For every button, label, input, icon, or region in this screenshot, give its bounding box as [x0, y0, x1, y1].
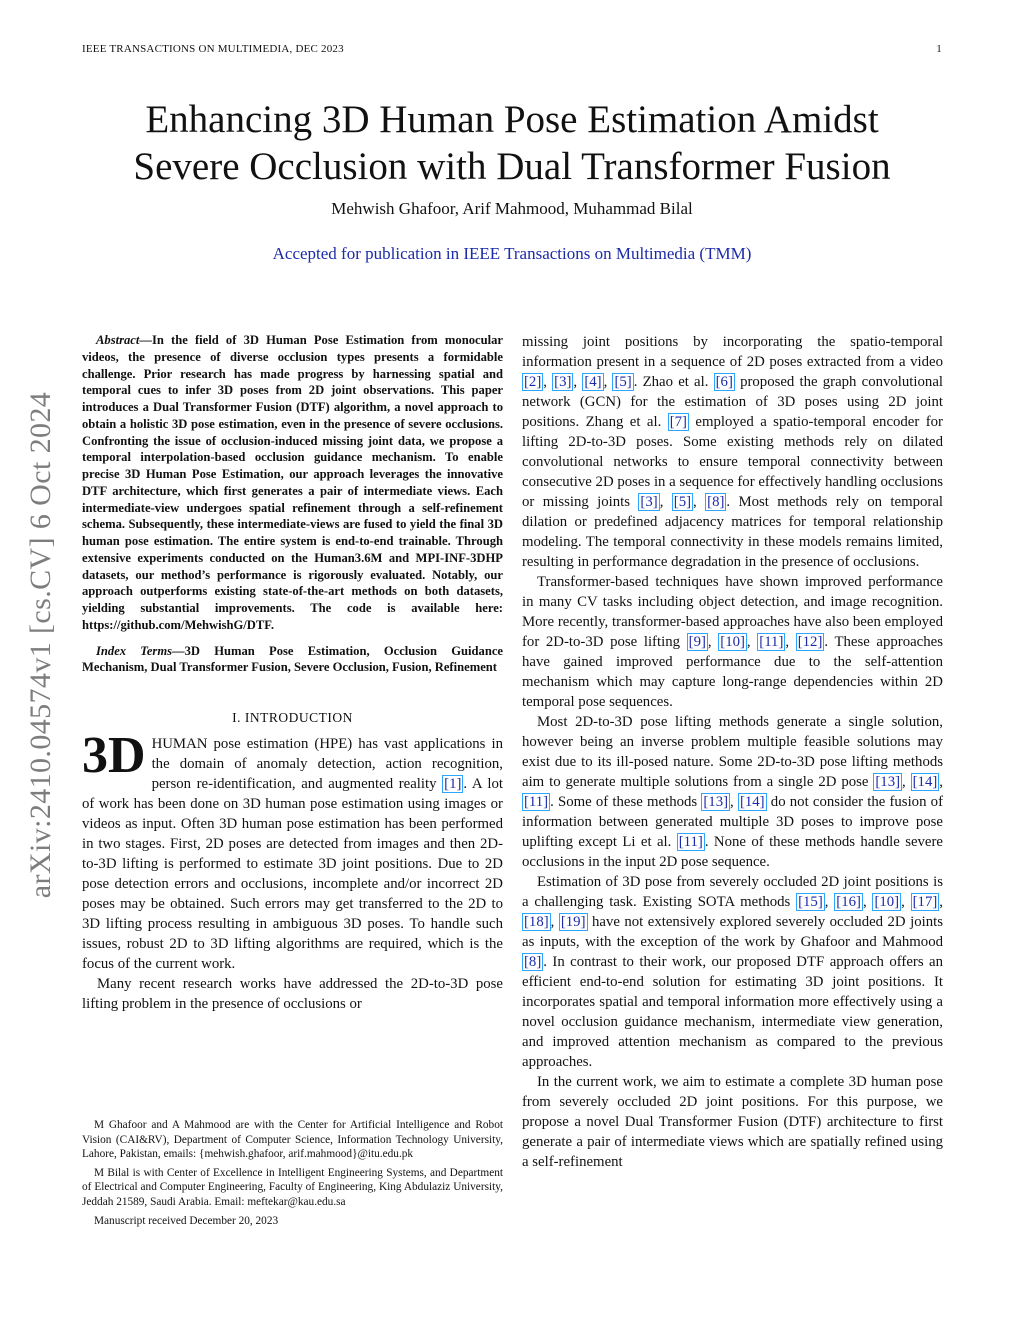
- running-head: [82, 43, 942, 57]
- journal-name: IEEE TRANSACTIONS ON MULTIMEDIA, DEC 2023: [82, 43, 344, 55]
- citation-link[interactable]: [9]: [688, 634, 706, 650]
- drop-cap: 3D: [82, 727, 146, 784]
- footnote-affiliation-1: M Ghafoor and A Mahmood are with the Center for Artificial Intelligence and Robot Vision (CAI&RV), Department of Computer Science, Information Technology University, Lahore, Pakistan, emails: {mehwish.ghafoor, arif.mahmood}@itu.edu.pk: [82, 1119, 503, 1161]
- citation-link[interactable]: [11]: [759, 634, 784, 650]
- citation-link[interactable]: [2]: [524, 374, 542, 390]
- intro-paragraph-2: Many recent research works have addressed the 2D-to-3D pose lifting problem in the presence of occlusions or: [82, 976, 503, 1012]
- index-terms-text: 3D Human Pose Estimation, Occlusion Guidance Mechanism, Dual Transformer Fusion, Severe Occlusion, Fusion, Refinement: [82, 643, 504, 675]
- footnotes: [82, 1118, 503, 1232]
- abstract-label: Abstract: [96, 333, 140, 347]
- body-paragraph-severe-occlusion: Estimation of 3D pose from severely occluded 2D joint positions is a challenging task. Existing SOTA methods [15] , [16] , [10] , [17] , [18] , [19] have not extensively explored severely occluded 2D joints as inputs, with the exception of the work by Ghafoor and Mahmood [8] . In contrast to their work, our proposed DTF approach offers an efficient end-to-end solution for estimating 3D joint positions. It incorporates spatial and temporal information more effectively using a novel occlusion guidance mechanism, intermediate view generation, and improved attention mechanism as compared to the previous approaches.: [522, 874, 943, 1070]
- citation-link[interactable]: [18]: [524, 914, 549, 930]
- body-paragraph-current-work: In the current work, we aim to estimate a complete 3D human pose from severely occluded 2D joint positions. For this purpose, we propose a novel Dual Transformer Fusion (DTF) architecture to first generate a pair of intermediate views which are spatially refined using a self-refinement: [522, 1074, 943, 1170]
- page-number: 1: [936, 43, 942, 55]
- citation-link[interactable]: [1]: [444, 776, 462, 792]
- citation-link[interactable]: [14]: [739, 794, 765, 810]
- citation-link[interactable]: [13]: [703, 794, 729, 810]
- citation-link[interactable]: [16]: [836, 894, 861, 910]
- citation-link[interactable]: [13]: [875, 774, 901, 790]
- citation-link[interactable]: [11]: [678, 834, 703, 850]
- citation-link[interactable]: [10]: [720, 634, 745, 650]
- footnote-manuscript-date: Manuscript received December 20, 2023: [94, 1214, 279, 1227]
- right-column: [522, 332, 943, 1172]
- body-paragraph-continued: missing joint positions by incorporating the spatio-temporal information present in a sequence of 2D poses extracted from a video [2] , [3] , [4] , [5] . Zhao et al. [6] proposed the graph convolutional network (GCN) for the estimation of 3D poses using 2D joint positions. Zhang et al. [7] employed a spatio-temporal encoder for lifting 2D-to-3D poses. Some existing methods rely on dilated convolutional networks to ensure temporal connectivity between consecutive 2D poses in a sequence for effectively handling occlusions or missing joints [3] , [5] , [8] . Most methods rely on temporal dilation or predefined adjacency matrices for temporal relationship modeling. The temporal connectivity in these models remains limited, resulting in performance degradation in the presence of occlusions.: [522, 334, 943, 570]
- citation-link[interactable]: [6]: [715, 374, 733, 390]
- abstract: Abstract—In the field of 3D Human Pose Estimation from monocular videos, the presence of diverse occlusion types presents a formidable challenge. Prior research has made progress by harnessing spatial and temporal cues to infer 3D poses from 2D joint observations. This paper introduces a Dual Transformer Fusion (DTF) algorithm, a novel approach to obtain a holistic 3D pose estimation, even in the presence of severe occlusions. Confronting the issue of occlusion-induced missing joint data, we propose a temporal interpolation-based occlusion guidance mechanism. To enable precise 3D Human Pose Estimation, our approach leverages the innovative DTF architecture, which first generates a pair of intermediate views. Each intermediate-view undergoes spatial refinement through a self-refinement schema. Subsequently, these intermediate-views are fused to yield the final 3D human pose estimation. The entire system is end-to-end trainable. Through extensive experiments conducted on the Human3.6M and MPI-INF-3DHP datasets, our method’s performance is rigorously evaluated. Notably, our approach outperforms existing state-of-the-art methods on both datasets, yielding substantial improvements. The code is available here: https://github.com/MehwishG/DTF.: [82, 333, 503, 632]
- arxiv-identifier-stamp: arXiv:2410.04574v1 [cs.CV] 6 Oct 2024: [24, 391, 57, 899]
- title-line-2: Severe Occlusion with Dual Transformer Fusion: [133, 145, 891, 188]
- acceptance-note: Accepted for publication in IEEE Transactions on Multimedia (TMM): [272, 244, 752, 263]
- body-paragraph-multiple-solutions: Most 2D-to-3D pose lifting methods generate a single solution, however being an inverse problem multiple feasible solutions may exist due to its ill-posed nature. Some 2D-to-3D pose lifting methods aim to generate multiple solutions from a single 2D pose [13] , [14] , [11] . Some of these methods [13] , [14] do not consider the fusion of information between generated multiple 3D poses to improve pose uplifting except Li et al. [11] . None of these methods handle severe occlusions in the input 2D pose sequence.: [522, 714, 943, 870]
- citation-link[interactable]: [12]: [797, 634, 823, 650]
- citation-link[interactable]: [14]: [912, 774, 938, 790]
- index-terms: Index Terms—3D Human Pose Estimation, Occlusion Guidance Mechanism, Dual Transformer Fusion, Severe Occlusion, Fusion, Refinement: [82, 643, 504, 675]
- citation-link[interactable]: [8]: [707, 494, 725, 510]
- citation-link[interactable]: [15]: [798, 894, 823, 910]
- citation-link[interactable]: [10]: [874, 894, 900, 910]
- citation-link[interactable]: [4]: [584, 374, 602, 390]
- section-heading-introduction: I. INTRODUCTION: [232, 710, 353, 725]
- intro-paragraph-1: 3D HUMAN pose estimation (HPE) has vast applications in the domain of anomaly detection, action recognition, person re-identification, and augmented reality [1] . A lot of work has been done on 3D human pose estimation using images or videos as input. Often 3D human pose estimation has been performed in two stages. First, 2D poses are detected from images and then 2D-to-3D lifting is performed to estimate 3D joint positions. Due to 2D pose detection errors and occlusions, incomplete and/or incorrect 2D poses may be obtained. Such errors may get transferred to the 2D to 3D lifting process resulting in ambiguous 3D poses. To handle such issues, robust 2D to 3D lifting algorithms are required, which is the focus of the current work.: [82, 727, 503, 972]
- citation-link[interactable]: [3]: [640, 494, 658, 510]
- paper-title: [60, 96, 964, 190]
- citation-link[interactable]: [5]: [614, 374, 632, 390]
- footnote-affiliation-2: M Bilal is with Center of Excellence in Intelligent Engineering Systems, and Department of Electrical and Computer Engineering, Faculty of Engineering, King Abdulaziz University, Jeddah 21589, Saudi Arabia. Email: meftekar@kau.edu.sa: [82, 1166, 503, 1208]
- citation-link[interactable]: [19]: [560, 914, 586, 930]
- body-paragraph-transformers: Transformer-based techniques have shown improved performance in many CV tasks including object detection, and image recognition. More recently, transformer-based approaches have also been employed for 2D-to-3D pose lifting [9] , [10] , [11] , [12] . These approaches have gained improved performance due to the self-attention mechanism which may capture long-range dependencies within 2D temporal pose sequences.: [522, 574, 943, 710]
- citation-link[interactable]: [3]: [554, 374, 572, 390]
- citation-link[interactable]: [17]: [912, 894, 938, 910]
- title-line-1: Enhancing 3D Human Pose Estimation Amidst: [145, 98, 879, 141]
- index-terms-label: Index Terms: [96, 643, 173, 658]
- citation-link[interactable]: [5]: [673, 494, 692, 510]
- citation-link[interactable]: [11]: [524, 794, 549, 810]
- citation-link[interactable]: [8]: [524, 954, 542, 970]
- abstract-text: In the field of 3D Human Pose Estimation from monocular videos, the presence of diverse occlusion types presents a formidable challenge. Prior research has made progress by harnessing spatial and temporal cues to infer 3D poses from 2D joint observations. This paper introduces a Dual Transformer Fusion (DTF) algorithm, a novel approach to obtain a holistic 3D pose estimation, even in the presence of severe occlusions. Confronting the issue of occlusion-induced missing joint data, we propose a temporal interpolation-based occlusion guidance mechanism. To enable precise 3D Human Pose Estimation, our approach leverages the innovative DTF architecture, which first generates a pair of intermediate views. Each intermediate-view undergoes spatial refinement through a self-refinement schema. Subsequently, these intermediate-views are fused to yield the final 3D human pose estimation. The entire system is end-to-end trainable. Through extensive experiments conducted on the Human3.6M and MPI-INF-3DHP datasets, our method’s performance is rigorously evaluated. Notably, our approach outperforms existing state-of-the-art methods on both datasets, yielding substantial improvements. The code is available here: https://github.com/MehwishG/DTF.: [82, 333, 503, 632]
- author-list: Mehwish Ghafoor, Arif Mahmood, Muhammad Bilal: [331, 199, 693, 218]
- citation-link[interactable]: [7]: [669, 414, 687, 430]
- left-column: [82, 332, 503, 1014]
